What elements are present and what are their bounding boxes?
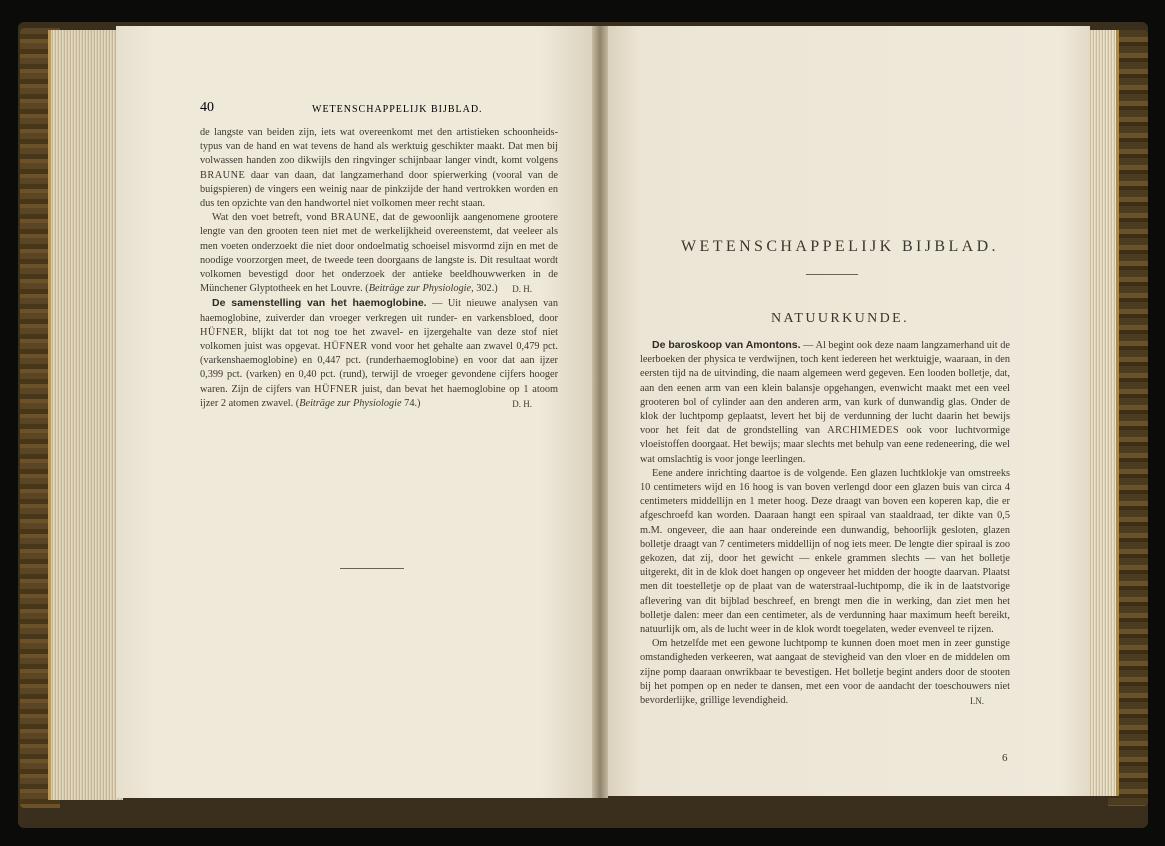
right-signature: I.N. [970, 696, 984, 707]
section-title: NATUURKUNDE. [770, 311, 910, 326]
article-heading-baroskoop: De baroskoop van Amontons. [652, 339, 801, 351]
left-page-text [200, 126, 558, 411]
page-stack-right [1086, 30, 1119, 796]
right-paragraph-3: Om hetzelfde met een gewone luchtpomp te kunnen doen moet men in zeer gunstige omstandigheden verkeeren, wat aangaat de stevigheid van den vloer en de middelen om zijne pomp daaraan onwrikbaar te bevestigen. Het bolletje begint anders door de stooten bij het pompen op en neder te dansen, met een voor de aandacht der toeschouwers niet bevorderlijke, grillige levendigheid. I.N. [640, 637, 1010, 708]
article-heading-haemoglobine: De samenstelling van het haemoglobine. [212, 297, 427, 310]
book-gutter [592, 26, 608, 798]
left-paragraph-3: De samenstelling van het haemoglobine. — Uit nieuwe analysen van haemoglobine, zuiverder dan vroeger verkregen uit runder- en varkensbloed, door HÜFNER, blijkt dat tot nog toe het zwavel- en ijzergehalte van deze stof niet volkomen juist was opgevat. HÜFNER vond voor het gehalte aan zwavel 0,479 pct. (varkenshaemoglobine) en 0,447 pct. (runderhaemoglobine) en voor dat aan ijzer 0,399 pct. (varken) en 0,40 pct. (rund), terwijl de vroeger gevondene cijfers hooger waren. Zijn de cijfers van HÜFNER juist, dan bevat het haemoglobine op 1 atoom ijzer 2 atomen zwavel. (Beiträge zur Physiologie 74.) D. H. [200, 296, 558, 411]
left-signature-1: D. H. [512, 284, 532, 295]
right-title-rule [806, 274, 858, 275]
left-signature-2: D. H. [512, 398, 532, 409]
right-page-title: WETENSCHAPPELIJK BIJBLAD. [681, 238, 999, 255]
left-running-head [200, 100, 616, 120]
left-paragraph-1: de langste van beiden zijn, iets wat overeenkomt met den artistieken schoonheids-typus van de hand en wat tevens de hand als werktuig geschikter maakt. Dat men bij volwassen handen zoo dikwijls den ringvinger schijnbaar langer vindt, komt volgens BRAUNE daar van daan, dat langzamerhand door spierwerking (vooral van de buigspieren) de vingers een weinig naar de pinkzijde der hand vertrokken worden en dus ten opzichte van den handwortel niet volkomen meer recht staan. [200, 127, 558, 210]
right-paragraph-1: De baroskoop van Amontons. — Al begint ook deze naam langzamerhand uit de leerboeken der physica te verdwijnen, toch kent iedereen het werktuigje, waaraan, in den eersten tijd na de uitvinding, die naam algemeen werd gegeven. Een looden bolletje, dat, aan den eenen arm van een klein balansje opgehangen, evenwicht maakt met een veel grooteren bol of cylinder aan den anderen arm, van kurk of dunwandig glas. Onder de klok der luchtpomp geplaatst, levert het bij de verdunning der lucht daarin het bewijs voor het feit dat de grondstelling van ARCHIMEDES ook voor luchtvormige vloeistoffen doorgaat. Het bewijs; maar slechts met behulp van eene redeneering, die wel wat omslachtig is voor jonge leerlingen. [640, 339, 1010, 465]
page-stack-left [48, 30, 123, 800]
left-running-title: WETENSCHAPPELIJK BIJBLAD. [312, 104, 483, 115]
left-page-number: 40 [200, 100, 214, 115]
right-page-number: 6 [1002, 752, 1008, 764]
right-page-text [640, 338, 1010, 708]
left-paragraph-2: Wat den voet betreft, vond BRAUNE, dat de gewoonlijk aangenomene grootere lengte van den grooten teen niet met de werkelijkheid overeenstemt, dat veeleer als men voeten onderzoekt die niet door ondoelmatig schoeisel misvormd zijn en met de noodige voorzorgen meet, de tweede teen doorgaans de langste is. Dit resultaat wordt volkomen bevestigd door het onderzoek der antieke beeldhouwwerken in de Münchener Glyptotheek en het Louvre. (Beiträge zur Physiologie, 302.) D. H. [200, 211, 558, 296]
right-paragraph-2: Eene andere inrichting daartoe is de volgende. Een glazen luchtklokje van omstreeks 10 centimeters wijd en 16 hoog is van boven verlengd door een glazen buis van circa 4 centimeters middellijn en 1 meter hoog. Deze draagt van boven een koperen kap, die er afgeschroefd kan worden. Daaraan hangt een spiraal van staaldraad, ter dikte van 0,5 m.M. ongeveer, die aan haar ondereinde een dunwandig, behoorlijk gesloten, glazen bolletje draagt van 7 centimeters middellijn of nog iets meer. De lengte dier spiraal is zoo gekozen, dat zij, door het gewicht — enkele grammen slechts — van het bolletje uitgerekt, dit in de klok doet hangen op ongeveer het midden der hoogte daarvan. Plaatst men dit toestelletje op de plaat van de waterstraal-luchtpomp, die ik in de laatstvorige aflevering van dit bijblad beschreef, en brengt men die in werking, dan ziet men het bolletje dalen: meer dan een centimeter, als de verdunning haar maximum heeft bereikt, natuurlijk om, als de lucht weer in de klok wordt toegelaten, weder evenveel te rijzen. [640, 467, 1010, 636]
left-end-rule [340, 568, 404, 569]
